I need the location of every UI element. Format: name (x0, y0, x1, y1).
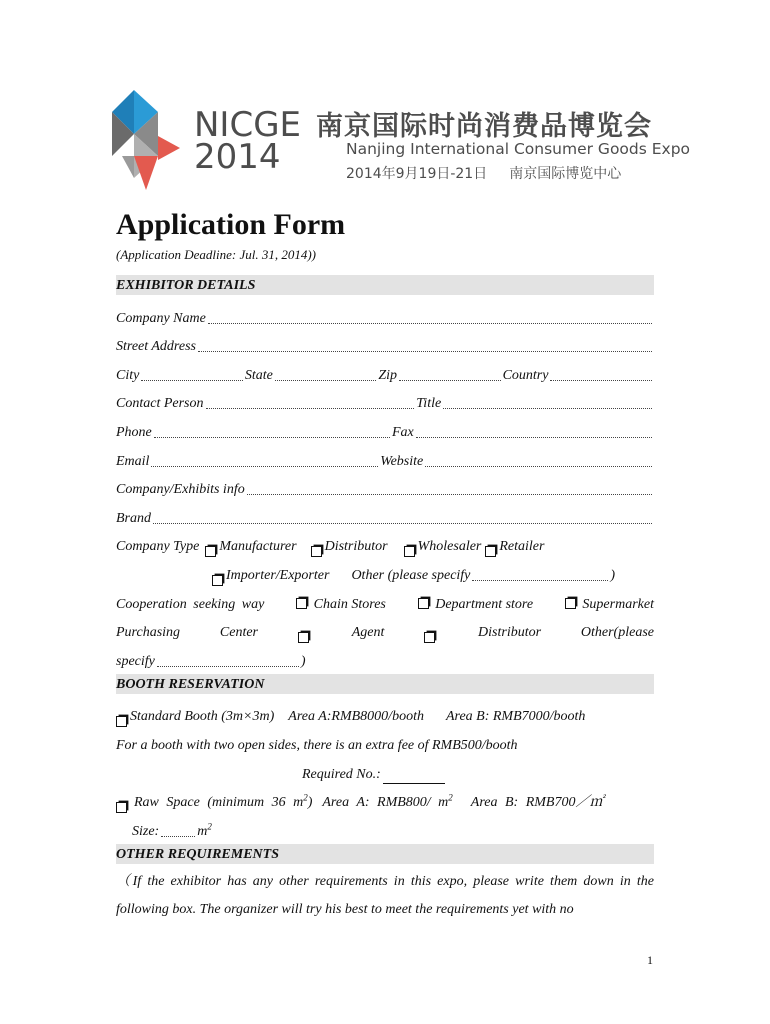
label-company-type: Company Type (116, 539, 200, 555)
label-chain-stores: Chain Stores (313, 596, 386, 612)
country-field[interactable] (550, 380, 652, 381)
label-agent: Agent (351, 625, 385, 641)
option-department-store (418, 596, 533, 614)
label-other-please: Other(please (580, 625, 654, 641)
label-raw-area-b: Area B: RMB700／㎡ (470, 795, 604, 811)
label-area-b: Area B: RMB7000/booth (445, 709, 586, 725)
importer-exporter-checkbox[interactable] (212, 575, 223, 586)
label-email: Email (116, 453, 150, 469)
label-state: State (244, 367, 273, 383)
close-paren: ) (610, 567, 616, 583)
other-specify-field[interactable] (472, 580, 608, 581)
label-size: Size: (132, 823, 160, 839)
specify-field[interactable] (157, 666, 299, 667)
label-country: Country (502, 367, 549, 383)
label-title: Title (416, 396, 442, 412)
row-required-no (116, 755, 654, 784)
row-importer (116, 556, 654, 585)
brand-field[interactable] (153, 523, 652, 524)
close-paren-2: ) (300, 653, 306, 669)
expo-date: 2014年9月19日-21日 (346, 166, 488, 182)
label-distributor: Distributor (324, 539, 388, 555)
row-company-info (116, 471, 654, 500)
contact-person-field[interactable] (206, 408, 415, 409)
label-company-info: Company/Exhibits info (116, 482, 245, 498)
row-cooperation (116, 585, 654, 614)
size-field[interactable] (161, 836, 195, 837)
supermarket-checkbox[interactable] (565, 598, 576, 609)
city-field[interactable] (141, 380, 243, 381)
row-street-address (116, 328, 654, 357)
wholesaler-checkbox[interactable] (404, 546, 415, 557)
label-wholesaler: Wholesaler (417, 539, 482, 555)
page-number: 1 (647, 953, 653, 967)
row-company-type (116, 528, 654, 557)
phone-field[interactable] (154, 437, 390, 438)
label-raw-space (134, 794, 312, 812)
raw-space-checkbox[interactable] (116, 802, 127, 813)
company-info-field[interactable] (247, 494, 652, 495)
label-zip: Zip (378, 367, 398, 383)
label-street-address: Street Address (116, 339, 196, 355)
expo-venue: 南京国际博览中心 (509, 166, 622, 182)
label-size-unit (197, 823, 212, 841)
state-field[interactable] (275, 380, 377, 381)
distributor-checkbox[interactable] (311, 546, 322, 557)
row-standard-booth (116, 698, 654, 727)
row-phone-fax (116, 413, 654, 442)
label-purchasing: Purchasing (116, 625, 181, 641)
label-fax: Fax (392, 424, 414, 440)
label-raw-area-a (322, 794, 452, 812)
english-expo-title: Nanjing International Consumer Goods Expo (346, 140, 691, 158)
row-size (116, 812, 654, 841)
logo-year-text: 2014 (194, 137, 281, 177)
label-website: Website (380, 453, 424, 469)
fax-field[interactable] (416, 437, 652, 438)
nicge-logo-icon (112, 90, 186, 190)
form-body (116, 272, 654, 925)
label-phone: Phone (116, 424, 152, 440)
standard-booth-checkbox[interactable] (116, 716, 127, 727)
distributor-coop-checkbox[interactable] (424, 632, 435, 643)
required-no-field[interactable] (383, 769, 445, 784)
form-title: Application Form (116, 208, 346, 241)
label-retailer: Retailer (499, 539, 545, 555)
row-purchasing (116, 614, 654, 643)
agent-checkbox[interactable] (298, 632, 309, 643)
label-contact-person: Contact Person (116, 396, 204, 412)
row-company-name (116, 299, 654, 328)
expo-date-venue (346, 163, 621, 183)
label-distributor-coop: Distributor (478, 625, 542, 641)
row-contact-person (116, 385, 654, 414)
label-standard-booth: Standard Booth (3m×3m) (130, 709, 275, 725)
section-other-requirements: OTHER REQUIREMENTS (116, 844, 654, 864)
label-importer-exporter: Importer/Exporter (226, 567, 330, 583)
retailer-checkbox[interactable] (485, 546, 496, 557)
website-field[interactable] (425, 466, 652, 467)
company-name-field[interactable] (208, 323, 652, 324)
label-supermarket: Supermarket (582, 596, 654, 612)
label-other-specify: Other (please specify (351, 567, 471, 583)
label-area-a: Area A:RMB8000/booth (288, 709, 424, 725)
application-deadline: (Application Deadline: Jul. 31, 2014)) (116, 247, 317, 262)
label-specify: specify (116, 653, 155, 669)
label-manufacturer: Manufacturer (219, 539, 297, 555)
section-exhibitor-details: EXHIBITOR DETAILS (116, 275, 654, 295)
title-field[interactable] (443, 408, 652, 409)
row-brand (116, 499, 654, 528)
raw-space-close: ) (307, 795, 313, 811)
size-unit-text: m (197, 823, 208, 839)
open-sides-note: For a booth with two open sides, there is an extra fee of RMB500/booth (116, 737, 518, 753)
label-department-store: Department store (435, 596, 534, 612)
row-open-sides (116, 726, 654, 755)
other-requirements-text: （If the exhibitor has any other requirements in this expo, please write them down in the following box. The organizer will try his best to meet the requirements yet with no (116, 873, 654, 918)
size-unit-sup: 2 (207, 821, 212, 832)
manufacturer-checkbox[interactable] (205, 546, 216, 557)
label-center: Center (219, 625, 258, 641)
row-raw-space (116, 784, 654, 813)
raw-space-text: Raw Space (minimum 36 m (134, 795, 304, 811)
label-required-no: Required No.: (302, 766, 381, 782)
label-company-name: Company Name (116, 310, 206, 326)
row-city-state (116, 356, 654, 385)
section-booth-reservation: BOOTH RESERVATION (116, 674, 654, 694)
label-brand: Brand (116, 510, 151, 526)
row-specify (116, 642, 654, 671)
chinese-expo-title: 南京国际时尚消费品博览会 (316, 111, 652, 142)
raw-area-a-text: Area A: RMB800/ m (322, 795, 449, 811)
zip-field[interactable] (399, 380, 501, 381)
label-city: City (116, 367, 140, 383)
label-cooperation: Cooperation seeking way (116, 596, 265, 612)
street-address-field[interactable] (198, 351, 652, 352)
raw-space-sup: 2 (303, 792, 308, 803)
email-field[interactable] (151, 466, 378, 467)
option-chain-stores (296, 596, 386, 614)
option-supermarket (565, 596, 654, 614)
row-email-website (116, 442, 654, 471)
department-store-checkbox[interactable] (418, 598, 429, 609)
raw-area-a-sup: 2 (448, 792, 453, 803)
chain-stores-checkbox[interactable] (296, 598, 307, 609)
logo-nicge-text: NICGE (194, 105, 302, 145)
